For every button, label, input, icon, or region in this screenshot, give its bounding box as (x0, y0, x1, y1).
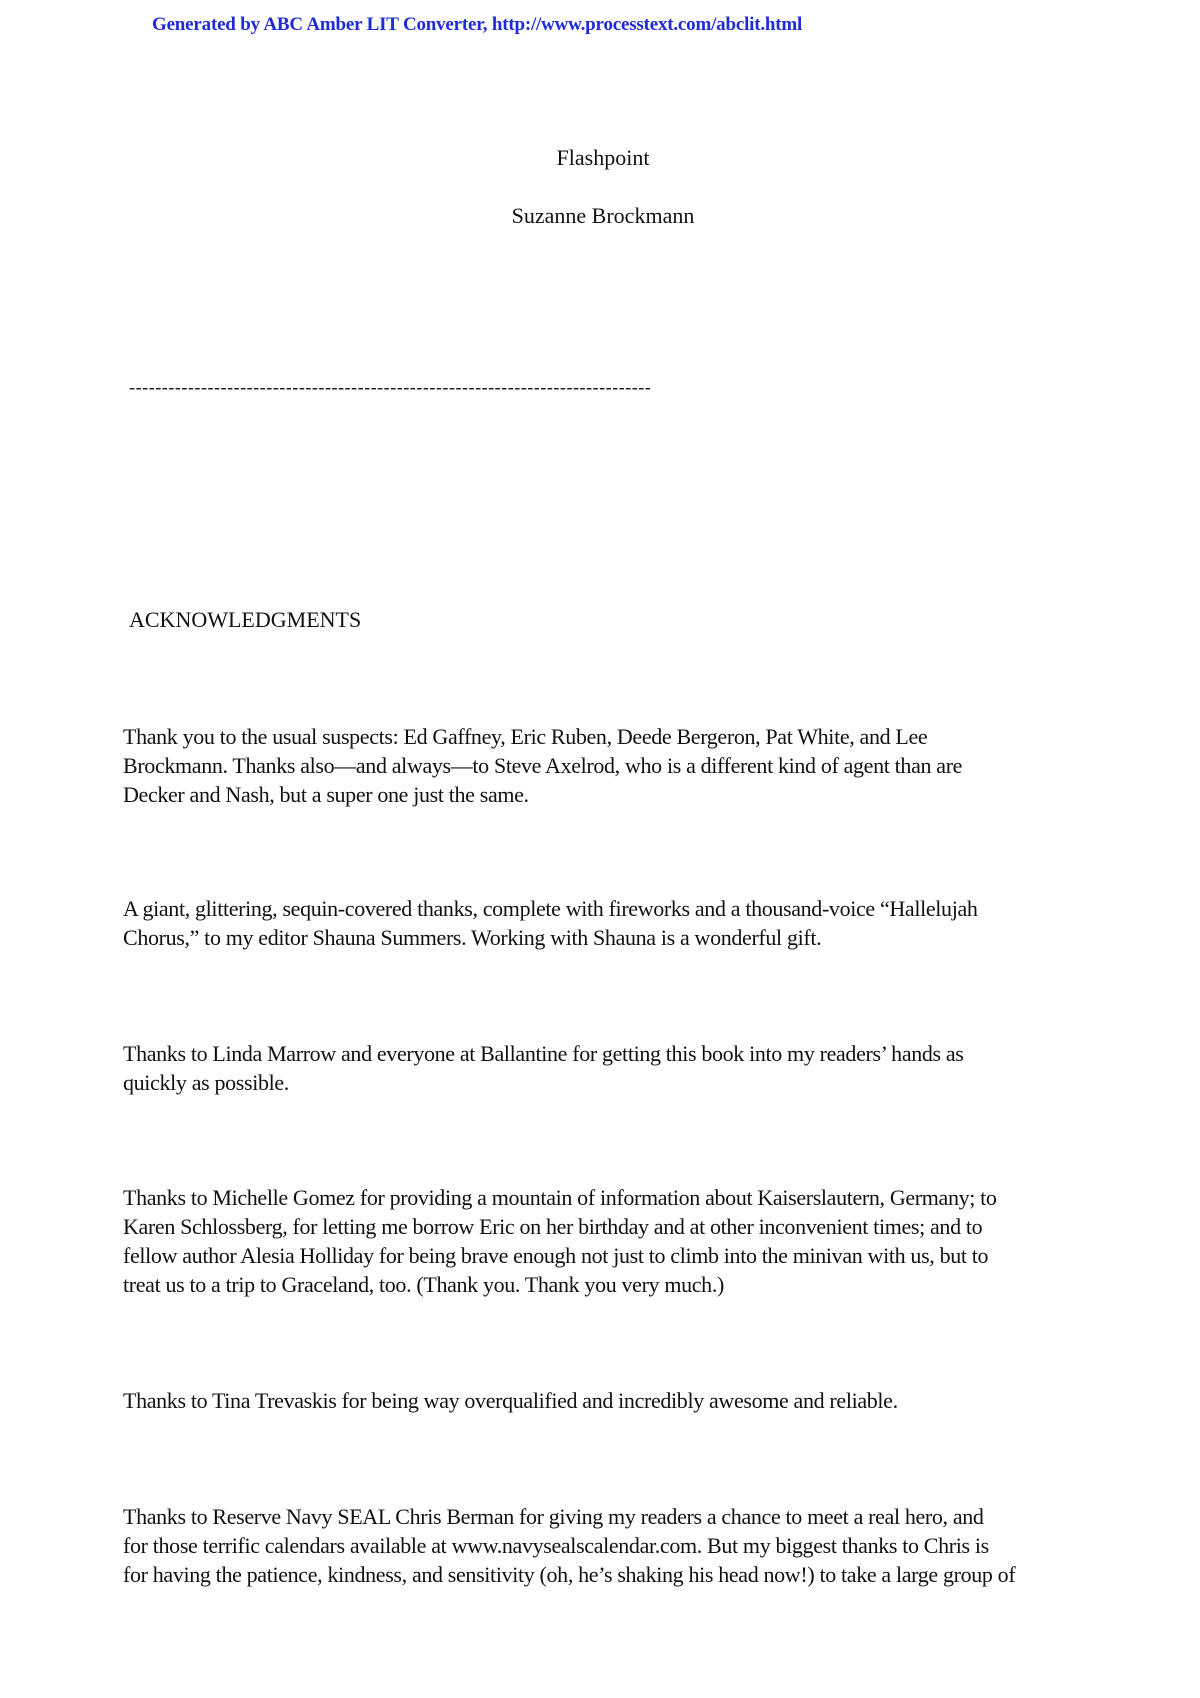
generator-link[interactable]: Generated by ABC Amber LIT Converter, http://www.processtext.com/abclit.html (152, 14, 803, 35)
book-title: Flashpoint (556, 145, 650, 170)
paragraph: Thanks to Reserve Navy SEAL Chris Berman for giving my readers a chance to meet a real hero, and for those terrific calendars available at www.navysealscalendar.com. But my biggest thanks to Chris is for having the patience, kindness, and sensitivity (oh, he’s shaking his head now!) to take a large group of (123, 1504, 1016, 1587)
section-heading: ACKNOWLEDGMENTS (129, 607, 362, 632)
book-author: Suzanne Brockmann (511, 203, 695, 228)
section-separator: -------------------------------------------------------------------------------- (129, 378, 652, 399)
paragraph: A giant, glittering, sequin-covered thanks, complete with fireworks and a thousand-voice “Hallelujah Chorus,” to my editor Shauna Summers. Working with Shauna is a wonderful gift. (123, 896, 978, 950)
paragraph: Thanks to Michelle Gomez for providing a mountain of information about Kaiserslautern, Germany; to Karen Schlossberg, for letting me borrow Eric on her birthday and at other inconvenient times; and to fellow author Alesia Holliday for being brave enough not just to climb into the minivan with us, but to treat us to a trip to Graceland, too. (Thank you. Thank you very much.) (123, 1185, 997, 1297)
paragraph: Thanks to Tina Trevaskis for being way overqualified and incredibly awesome and reliable. (123, 1388, 898, 1413)
paragraph: Thank you to the usual suspects: Ed Gaffney, Eric Ruben, Deede Bergeron, Pat White, and Lee Brockmann. Thanks also—and always—to Steve Axelrod, who is a different kind of agent than are Decker and Nash, but a super one just the same. (123, 724, 963, 807)
paragraph: Thanks to Linda Marrow and everyone at Ballantine for getting this book into my readers’ hands as quickly as possible. (123, 1041, 964, 1095)
